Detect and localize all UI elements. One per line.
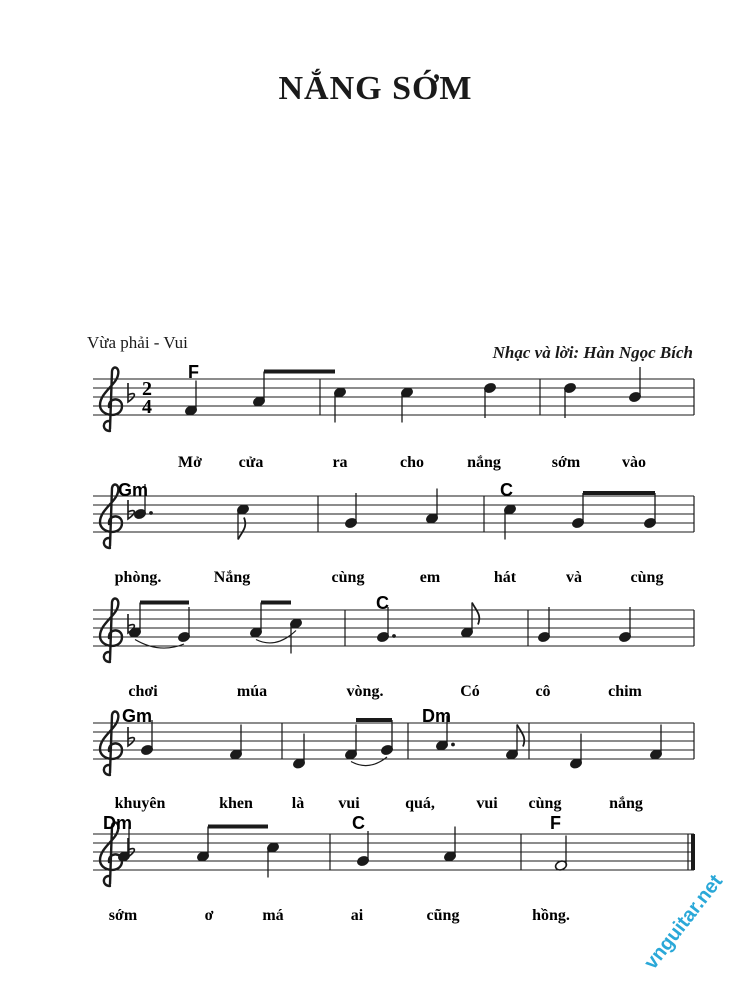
chord-symbol: F [550,813,561,833]
slur [351,757,387,766]
treble-clef [100,599,122,662]
dot [149,511,153,515]
lyric-syllable: phòng. [114,569,162,586]
lyric-syllable: vào [622,454,646,471]
treble-clef [100,712,122,775]
lyric-syllable: khuyên [114,795,166,812]
lyric-syllable: khen [219,795,253,812]
time-signature-top: 2 [142,378,152,400]
chord-symbol: Dm [103,813,133,833]
chord-symbol: Gm [118,480,149,500]
lyric-syllable: cùng [331,569,365,586]
watermark: vnguitar.net [640,870,728,974]
chord-symbol: Dm [422,706,452,726]
lyric-syllable: quá, [405,795,435,812]
chord-symbol: C [352,813,365,833]
staff-system-4 [93,706,694,812]
lyric-syllable: sớm [108,907,138,924]
final-bar-line [691,834,695,870]
lyric-syllable: cho [400,454,424,471]
flat-sign [128,727,134,746]
lyric-syllable: cửa [238,454,264,471]
flat-sign [128,383,134,402]
lyric-syllable: cô [535,683,551,700]
time-signature-bottom: 4 [142,396,152,418]
lyric-syllable: múa [236,683,268,700]
staff-system-5 [93,813,695,924]
lyric-syllable: cùng [630,569,664,586]
lyric-syllable: cùng [528,795,562,812]
lyric-syllable: là [291,795,305,812]
flat-sign [128,500,134,519]
lyric-syllable: Có [460,683,480,700]
lyric-syllable: chim [608,683,642,700]
lyric-syllable: sớm [551,454,581,471]
lyric-syllable: em [419,569,441,586]
staff-system-1 [93,362,694,471]
lyric-syllable: cũng [426,907,460,924]
dot [392,634,396,638]
chord-symbol: F [188,362,199,382]
lyric-syllable: Mở [178,454,202,471]
note-flag [517,725,524,747]
lyric-syllable: hồng. [532,907,570,924]
tempo-marking: Vừa phải - Vui [87,333,188,352]
lyric-syllable: và [566,569,582,586]
chord-symbol: Gm [122,706,153,726]
slur [135,640,184,649]
lyric-syllable: nắng [609,795,643,812]
lyric-syllable: Nắng [213,569,251,586]
lyric-syllable: má [262,907,284,924]
chord-symbol: C [500,480,513,500]
dot [451,743,455,747]
lyric-syllable: vui [338,795,360,812]
lyric-syllable: ơ [204,907,214,924]
song-title: NẮNG SỚM [278,70,473,107]
staff-system-3 [93,593,694,700]
lyric-syllable: vui [476,795,498,812]
lyric-syllable: ai [350,907,364,924]
staff-system-2 [93,480,694,586]
lyric-syllable: nắng [467,454,501,471]
lyric-syllable: chơi [128,683,158,700]
treble-clef [100,368,122,431]
lyric-syllable: hát [493,569,517,586]
lyric-syllable: ra [332,454,348,471]
note-flag [472,603,479,625]
chord-symbol: C [376,593,389,613]
note-flag [238,518,245,540]
lyric-syllable: vòng. [346,683,384,700]
composer-credit: Nhạc và lời: Hàn Ngọc Bích [492,343,693,362]
